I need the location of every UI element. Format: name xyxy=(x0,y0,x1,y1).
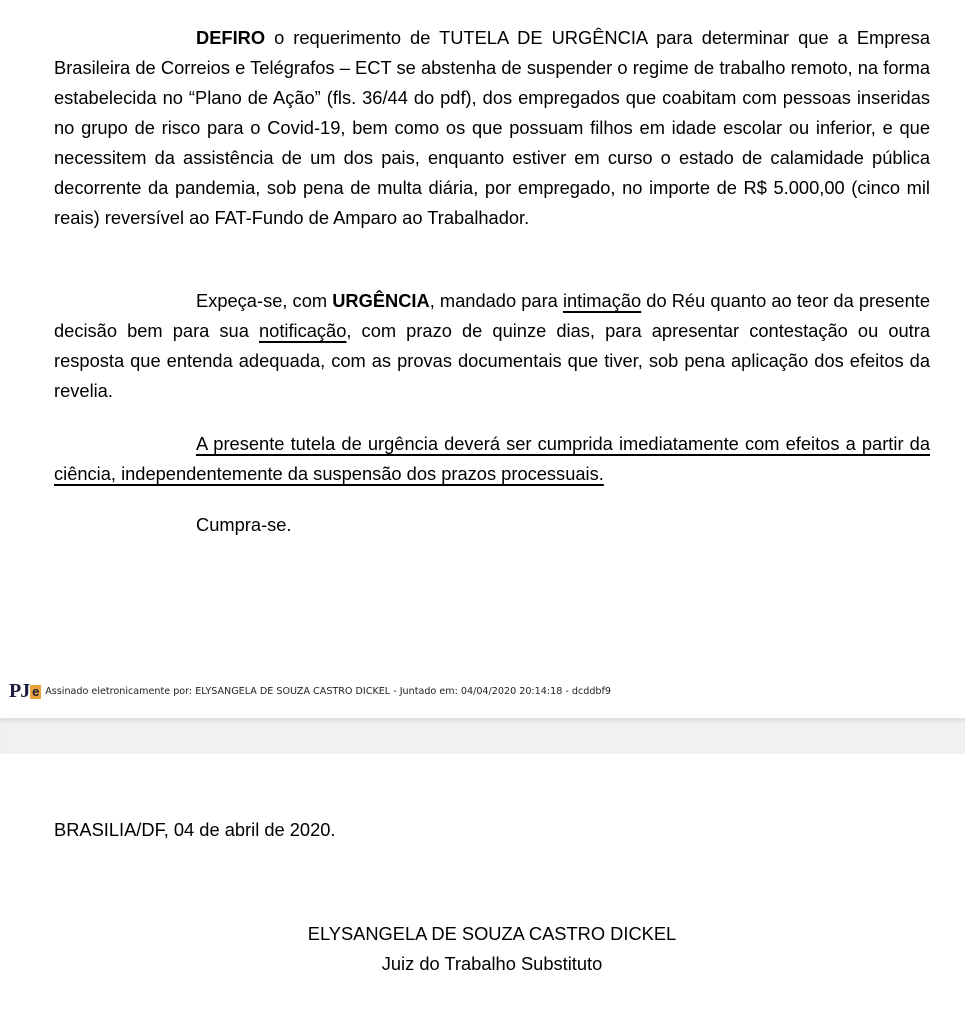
pje-logo-icon: PJ e xyxy=(9,680,40,702)
closing-paragraph xyxy=(54,510,930,540)
signature-text: Assinado eletronicamente por: ELYSANGELA DE SOUZA CASTRO DICKEL - Juntado em: 04/04/2020 20:14:18 - dcddbf9 xyxy=(45,685,611,697)
urgency-paragraph xyxy=(54,429,930,489)
decision-text: o requerimento de TUTELA DE URGÊNCIA para determinar que a Empresa Brasileira de Correios e Telégrafos – ECT se abstenha de suspender o regime de trabalho remoto, na forma estabelecida no “Plano de Ação” (fls. 36/44 do pdf), dos empregados que coabitam com pessoas inseridas no grupo de risco para o Covid-19, bem como os que possuam filhos em idade escolar ou inferior, e que necessitem da assistência de um dos pais, enquanto estiver em curso o estado de calamidade pública decorrente da pandemia, sob pena de multa diária, por empregado, no importe de R$ 5.000,00 (cinco mil reais) reversível ao FAT-Fundo de Amparo ao Trabalhador. xyxy=(54,27,930,228)
urgency-text: A presente tutela de urgência deverá ser cumprida imediatamente com efeitos a partir da ciência, independentemente da suspensão dos prazos processuais. xyxy=(54,433,930,484)
notification-paragraph xyxy=(54,286,930,406)
document-page-2 xyxy=(0,754,965,1017)
date-line: BRASILIA/DF, 04 de abril de 2020. xyxy=(54,819,336,840)
notification-text-2: , mandado para xyxy=(429,290,563,311)
electronic-signature-footer xyxy=(9,680,611,702)
judge-name: ELYSANGELA DE SOUZA CASTRO DICKEL xyxy=(307,923,677,944)
notification-intimacao: intimação xyxy=(562,290,642,311)
notification-urgency: URGÊNCIA xyxy=(332,290,430,311)
decision-paragraph xyxy=(54,23,930,233)
notification-text-4: , com prazo de quinze dias, para apresentar contestação ou outra resposta que entenda adequada, com as provas documentais que tiver, sob pena aplicação dos efeitos da revelia. xyxy=(54,320,930,401)
closing-text: Cumpra-se. xyxy=(196,514,292,535)
notification-text-3: do Réu quanto ao teor da presente decisão bem para sua xyxy=(54,290,931,341)
notification-text-1: Expeça-se, com xyxy=(196,290,333,311)
page-separator xyxy=(0,718,965,755)
judge-title: Juiz do Trabalho Substituto xyxy=(381,953,603,974)
notification-notificacao: notificação xyxy=(258,320,347,341)
decision-lead: DEFIRO xyxy=(196,27,266,48)
